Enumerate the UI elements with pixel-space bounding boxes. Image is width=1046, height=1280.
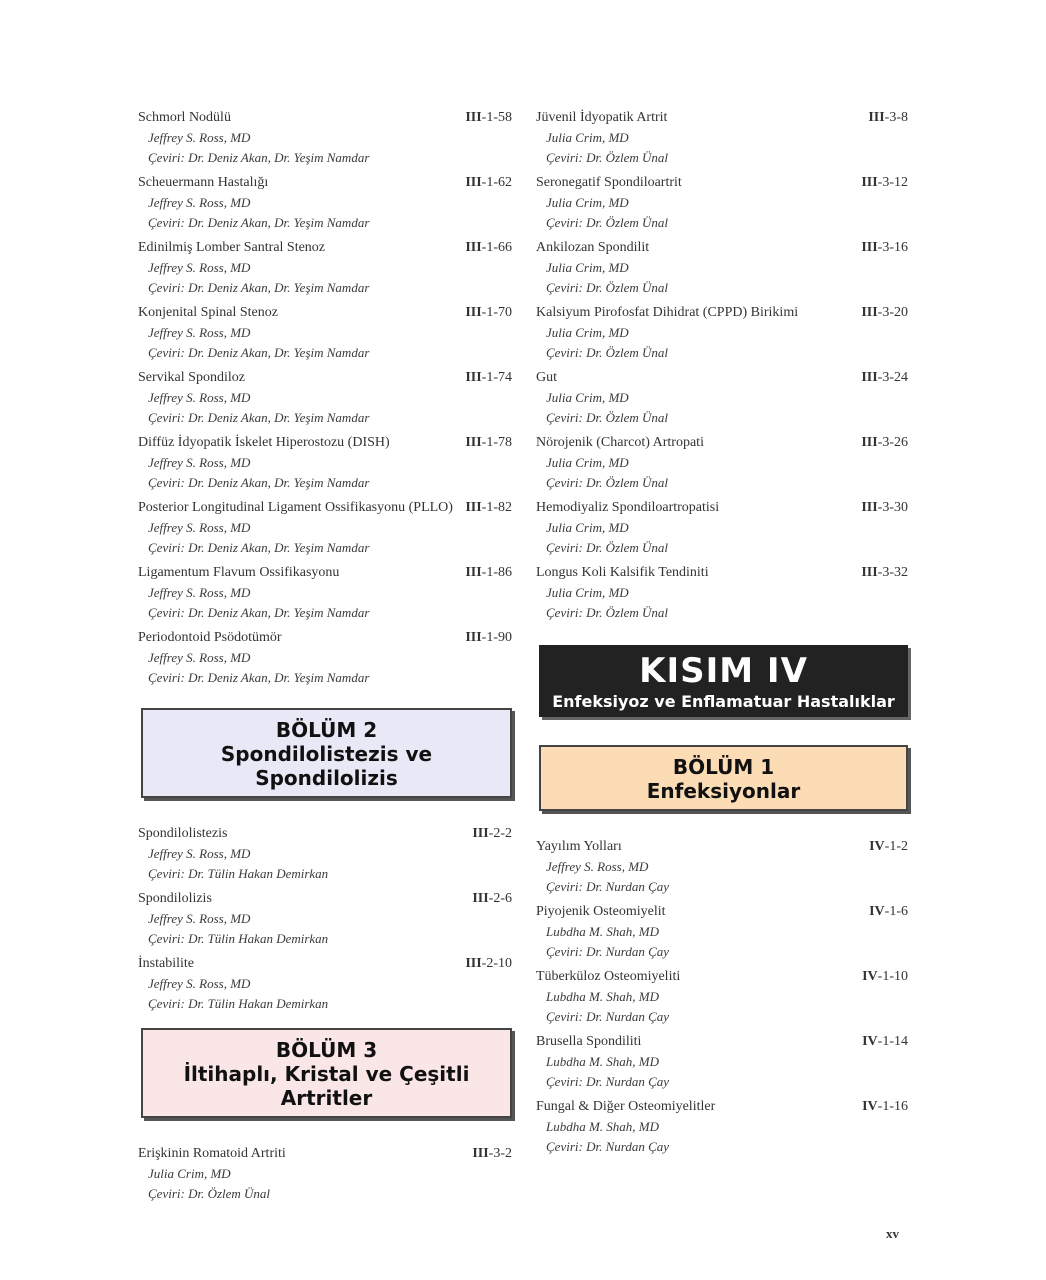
entry-page: -3-8 xyxy=(884,110,908,125)
toc-left-column xyxy=(138,108,512,1209)
entry-page-ref xyxy=(861,238,908,258)
entry-part: III xyxy=(465,435,482,450)
section-number: BÖLÜM 3 xyxy=(275,1038,378,1062)
toc-entry xyxy=(138,368,512,428)
entry-translator: Çeviri: Dr. Özlem Ünal xyxy=(148,1186,271,1201)
toc-entry xyxy=(138,433,512,493)
entry-translator: Çeviri: Dr. Deniz Akan, Dr. Yeşim Namdar xyxy=(148,475,370,490)
entry-title-row xyxy=(536,108,908,128)
entry-page: -3-2 xyxy=(488,1146,512,1161)
entry-title: Edinilmiş Lomber Santral Stenoz xyxy=(138,240,326,255)
entry-page-ref xyxy=(465,628,512,648)
entry-page-ref xyxy=(862,1097,908,1117)
entry-title: Periodontoid Psödotümör xyxy=(138,630,282,645)
toc-entry xyxy=(536,967,908,1027)
entry-title-row xyxy=(536,303,908,323)
entry-page-ref xyxy=(472,1144,512,1164)
entry-page: -1-78 xyxy=(481,435,512,450)
entry-page-ref xyxy=(465,563,512,583)
entry-page: -1-82 xyxy=(481,500,512,515)
entry-title-row xyxy=(138,954,512,974)
entry-part: III xyxy=(861,565,878,580)
entry-author: Lubdha M. Shah, MD xyxy=(546,1054,660,1069)
entry-page-ref xyxy=(465,954,512,974)
entry-title-row xyxy=(138,108,512,128)
entry-page-ref xyxy=(465,433,512,453)
entry-page-ref xyxy=(465,303,512,323)
entry-page-ref xyxy=(465,498,512,518)
toc-entry xyxy=(138,954,512,1014)
entry-author: Jeffrey S. Ross, MD xyxy=(148,390,251,405)
toc-right-column xyxy=(536,108,908,1162)
entry-title-row xyxy=(138,238,512,258)
entry-page: -1-58 xyxy=(481,110,512,125)
entry-title-row xyxy=(138,498,512,518)
entry-title: Yayılım Yolları xyxy=(536,839,622,854)
entry-page-ref xyxy=(861,433,908,453)
entry-title: Spondilolistezis xyxy=(138,826,228,841)
entry-title-row xyxy=(536,837,908,857)
entry-title: Spondilolizis xyxy=(138,891,212,906)
entry-part: IV xyxy=(862,1099,878,1114)
entry-translator: Çeviri: Dr. Nurdan Çay xyxy=(546,1139,670,1154)
entry-group xyxy=(138,108,512,688)
section-heading-bolum-2 xyxy=(141,708,512,798)
entry-page: -2-2 xyxy=(488,826,512,841)
entry-translator: Çeviri: Dr. Özlem Ünal xyxy=(546,410,669,425)
entry-author: Jeffrey S. Ross, MD xyxy=(148,650,251,665)
entry-author: Jeffrey S. Ross, MD xyxy=(148,846,251,861)
entry-part: III xyxy=(472,826,489,841)
entry-title: Posterior Longitudinal Ligament Ossifikasyonu (PLLO) xyxy=(138,500,453,515)
toc-entry xyxy=(138,1144,512,1204)
entry-group xyxy=(536,108,908,623)
toc-entry xyxy=(138,824,512,884)
entry-page-ref xyxy=(862,967,908,987)
toc-entry xyxy=(138,108,512,168)
entry-part: IV xyxy=(862,969,878,984)
toc-entry xyxy=(536,303,908,363)
entry-translator: Çeviri: Dr. Özlem Ünal xyxy=(546,345,669,360)
entry-translator: Çeviri: Dr. Özlem Ünal xyxy=(546,150,669,165)
entry-title: Ligamentum Flavum Ossifikasyonu xyxy=(138,565,340,580)
entry-part: III xyxy=(465,956,482,971)
entry-page: -3-26 xyxy=(877,435,908,450)
entry-author: Lubdha M. Shah, MD xyxy=(546,1119,660,1134)
entry-title-row xyxy=(536,238,908,258)
toc-entry xyxy=(138,173,512,233)
entry-title: Longus Koli Kalsifik Tendiniti xyxy=(536,565,709,580)
entry-part: III xyxy=(868,110,885,125)
entry-author: Jeffrey S. Ross, MD xyxy=(148,585,251,600)
entry-title-row xyxy=(536,368,908,388)
entry-part: III xyxy=(465,175,482,190)
section-title: Spondilolistezis ve Spondilolizis xyxy=(220,742,433,790)
entry-translator: Çeviri: Dr. Tülin Hakan Demirkan xyxy=(148,996,329,1011)
entry-page-ref xyxy=(465,238,512,258)
entry-title: Nörojenik (Charcot) Artropati xyxy=(536,435,704,450)
entry-page-ref xyxy=(861,303,908,323)
entry-page: -3-32 xyxy=(877,565,908,580)
entry-part: III xyxy=(861,305,878,320)
entry-page: -1-62 xyxy=(481,175,512,190)
section-heading-bolum-1 xyxy=(539,745,908,811)
entry-part: III xyxy=(861,370,878,385)
entry-page: -1-6 xyxy=(884,904,908,919)
entry-page: -1-70 xyxy=(481,305,512,320)
entry-part: IV xyxy=(869,904,885,919)
entry-title-row xyxy=(138,433,512,453)
entry-author: Julia Crim, MD xyxy=(546,195,629,210)
entry-translator: Çeviri: Dr. Nurdan Çay xyxy=(546,944,670,959)
entry-part: IV xyxy=(862,1034,878,1049)
entry-title: İnstabilite xyxy=(138,956,194,971)
entry-title-row xyxy=(536,902,908,922)
entry-translator: Çeviri: Dr. Nurdan Çay xyxy=(546,879,670,894)
entry-part: III xyxy=(861,500,878,515)
entry-translator: Çeviri: Dr. Özlem Ünal xyxy=(546,475,669,490)
entry-translator: Çeviri: Dr. Deniz Akan, Dr. Yeşim Namdar xyxy=(148,410,370,425)
entry-title-row xyxy=(138,1144,512,1164)
entry-page: -1-10 xyxy=(877,969,908,984)
entry-author: Julia Crim, MD xyxy=(546,130,629,145)
entry-part: III xyxy=(861,435,878,450)
entry-group xyxy=(138,824,512,1014)
entry-page-ref xyxy=(465,368,512,388)
entry-title-row xyxy=(138,173,512,193)
entry-translator: Çeviri: Dr. Özlem Ünal xyxy=(546,605,669,620)
toc-entry xyxy=(536,498,908,558)
entry-page-ref xyxy=(861,498,908,518)
section-heading-bolum-3 xyxy=(141,1028,512,1118)
entry-page: -3-24 xyxy=(877,370,908,385)
entry-title-row xyxy=(536,433,908,453)
entry-page-ref xyxy=(862,1032,908,1052)
entry-page-ref xyxy=(869,902,908,922)
entry-page: -1-74 xyxy=(481,370,512,385)
entry-author: Julia Crim, MD xyxy=(546,390,629,405)
entry-author: Julia Crim, MD xyxy=(546,585,629,600)
entry-page-ref xyxy=(861,173,908,193)
entry-page-ref xyxy=(465,173,512,193)
entry-title: Brusella Spondiliti xyxy=(536,1034,642,1049)
entry-translator: Çeviri: Dr. Deniz Akan, Dr. Yeşim Namdar xyxy=(148,150,370,165)
entry-translator: Çeviri: Dr. Tülin Hakan Demirkan xyxy=(148,866,329,881)
entry-title-row xyxy=(138,628,512,648)
entry-page-ref xyxy=(861,368,908,388)
entry-page: -3-16 xyxy=(877,240,908,255)
entry-author: Jeffrey S. Ross, MD xyxy=(148,976,251,991)
toc-entry xyxy=(536,173,908,233)
entry-page: -1-86 xyxy=(481,565,512,580)
entry-translator: Çeviri: Dr. Deniz Akan, Dr. Yeşim Namdar xyxy=(148,670,370,685)
entry-author: Lubdha M. Shah, MD xyxy=(546,989,660,1004)
entry-title: Konjenital Spinal Stenoz xyxy=(138,305,278,320)
entry-title: Seronegatif Spondiloartrit xyxy=(536,175,682,190)
entry-author: Lubdha M. Shah, MD xyxy=(546,924,660,939)
entry-title: Scheuermann Hastalığı xyxy=(138,175,269,190)
toc-entry xyxy=(536,108,908,168)
entry-author: Jeffrey S. Ross, MD xyxy=(148,455,251,470)
entry-part: III xyxy=(861,240,878,255)
toc-entry xyxy=(536,563,908,623)
entry-part: III xyxy=(465,305,482,320)
entry-title-row xyxy=(536,563,908,583)
entry-page-ref xyxy=(861,563,908,583)
entry-page-ref xyxy=(869,837,908,857)
entry-title-row xyxy=(536,967,908,987)
entry-page: -1-90 xyxy=(481,630,512,645)
entry-group xyxy=(536,837,908,1157)
page-number: xv xyxy=(886,1226,899,1241)
section-title-line-1: İltihaplı, Kristal ve Çeşitli xyxy=(183,1062,470,1086)
entry-author: Julia Crim, MD xyxy=(148,1166,231,1181)
entry-title: Erişkinin Romatoid Artriti xyxy=(138,1146,286,1161)
toc-entry xyxy=(536,238,908,298)
entry-author: Jeffrey S. Ross, MD xyxy=(546,859,649,874)
entry-translator: Çeviri: Dr. Nurdan Çay xyxy=(546,1009,670,1024)
toc-entry xyxy=(138,498,512,558)
toc-entry xyxy=(138,889,512,949)
entry-title-row xyxy=(536,1032,908,1052)
entry-title: Diffüz İdyopatik İskelet Hiperostozu (DISH) xyxy=(138,435,390,450)
toc-entry xyxy=(536,837,908,897)
entry-group xyxy=(138,1144,512,1204)
entry-author: Julia Crim, MD xyxy=(546,260,629,275)
entry-title: Kalsiyum Pirofosfat Dihidrat (CPPD) Birikimi xyxy=(536,305,799,320)
section-title: Enfeksiyonlar xyxy=(646,779,801,803)
entry-translator: Çeviri: Dr. Deniz Akan, Dr. Yeşim Namdar xyxy=(148,605,370,620)
entry-title: Servikal Spondiloz xyxy=(138,370,245,385)
entry-translator: Çeviri: Dr. Özlem Ünal xyxy=(546,280,669,295)
entry-title: Fungal & Diğer Osteomiyelitler xyxy=(536,1099,716,1114)
entry-part: III xyxy=(861,175,878,190)
entry-title-row xyxy=(138,303,512,323)
entry-translator: Çeviri: Dr. Deniz Akan, Dr. Yeşim Namdar xyxy=(148,540,370,555)
toc-entry xyxy=(536,1032,908,1092)
section-number: BÖLÜM 1 xyxy=(672,755,775,779)
entry-part: III xyxy=(465,370,482,385)
entry-page: -3-12 xyxy=(877,175,908,190)
entry-author: Jeffrey S. Ross, MD xyxy=(148,130,251,145)
entry-page: -2-6 xyxy=(488,891,512,906)
entry-translator: Çeviri: Dr. Deniz Akan, Dr. Yeşim Namdar xyxy=(148,215,370,230)
entry-page: -3-30 xyxy=(877,500,908,515)
entry-title: Tüberküloz Osteomiyeliti xyxy=(536,969,681,984)
entry-page-ref xyxy=(472,824,512,844)
entry-title-row xyxy=(536,173,908,193)
entry-part: III xyxy=(465,500,482,515)
entry-part: III xyxy=(465,630,482,645)
entry-page-ref xyxy=(465,108,512,128)
entry-translator: Çeviri: Dr. Deniz Akan, Dr. Yeşim Namdar xyxy=(148,280,370,295)
entry-author: Julia Crim, MD xyxy=(546,520,629,535)
entry-title-row xyxy=(138,368,512,388)
entry-author: Jeffrey S. Ross, MD xyxy=(148,520,251,535)
part-number: KISIM IV xyxy=(639,651,808,691)
toc-entry xyxy=(536,433,908,493)
entry-part: III xyxy=(472,891,489,906)
entry-part: III xyxy=(472,1146,489,1161)
entry-translator: Çeviri: Dr. Özlem Ünal xyxy=(546,540,669,555)
entry-page-ref xyxy=(472,889,512,909)
entry-author: Jeffrey S. Ross, MD xyxy=(148,260,251,275)
toc-entry xyxy=(138,628,512,688)
entry-translator: Çeviri: Dr. Özlem Ünal xyxy=(546,215,669,230)
entry-author: Jeffrey S. Ross, MD xyxy=(148,325,251,340)
entry-title-row xyxy=(536,1097,908,1117)
entry-page: -1-14 xyxy=(877,1034,908,1049)
entry-title: Ankilozan Spondilit xyxy=(536,240,650,255)
entry-page: -1-66 xyxy=(481,240,512,255)
entry-title: Gut xyxy=(536,370,557,385)
entry-title: Piyojenik Osteomiyelit xyxy=(536,904,666,919)
entry-title: Jüvenil İdyopatik Artrit xyxy=(536,110,668,125)
toc-entry xyxy=(536,1097,908,1157)
toc-entry xyxy=(138,563,512,623)
entry-author: Jeffrey S. Ross, MD xyxy=(148,195,251,210)
toc-entry xyxy=(536,368,908,428)
entry-title: Schmorl Nodülü xyxy=(138,110,231,125)
entry-page: -2-10 xyxy=(481,956,512,971)
entry-author: Julia Crim, MD xyxy=(546,455,629,470)
entry-title-row xyxy=(138,563,512,583)
entry-translator: Çeviri: Dr. Tülin Hakan Demirkan xyxy=(148,931,329,946)
entry-page: -1-2 xyxy=(884,839,908,854)
entry-part: III xyxy=(465,110,482,125)
entry-part: IV xyxy=(869,839,885,854)
entry-title-row xyxy=(138,824,512,844)
part-heading-kisim-4 xyxy=(539,645,908,717)
entry-page-ref xyxy=(868,108,908,128)
entry-author: Jeffrey S. Ross, MD xyxy=(148,911,251,926)
toc-entry xyxy=(138,303,512,363)
entry-translator: Çeviri: Dr. Deniz Akan, Dr. Yeşim Namdar xyxy=(148,345,370,360)
entry-title-row xyxy=(536,498,908,518)
entry-part: III xyxy=(465,565,482,580)
entry-author: Julia Crim, MD xyxy=(546,325,629,340)
entry-translator: Çeviri: Dr. Nurdan Çay xyxy=(546,1074,670,1089)
entry-title: Hemodiyaliz Spondiloartropatisi xyxy=(536,500,720,515)
entry-page: -1-16 xyxy=(877,1099,908,1114)
section-title-line-2: Artritler xyxy=(280,1086,373,1110)
part-title: Enfeksiyoz ve Enflamatuar Hastalıklar xyxy=(552,692,895,711)
entry-title-row xyxy=(138,889,512,909)
entry-page: -3-20 xyxy=(877,305,908,320)
section-number: BÖLÜM 2 xyxy=(275,718,378,742)
toc-entry xyxy=(536,902,908,962)
toc-entry xyxy=(138,238,512,298)
entry-part: III xyxy=(465,240,482,255)
